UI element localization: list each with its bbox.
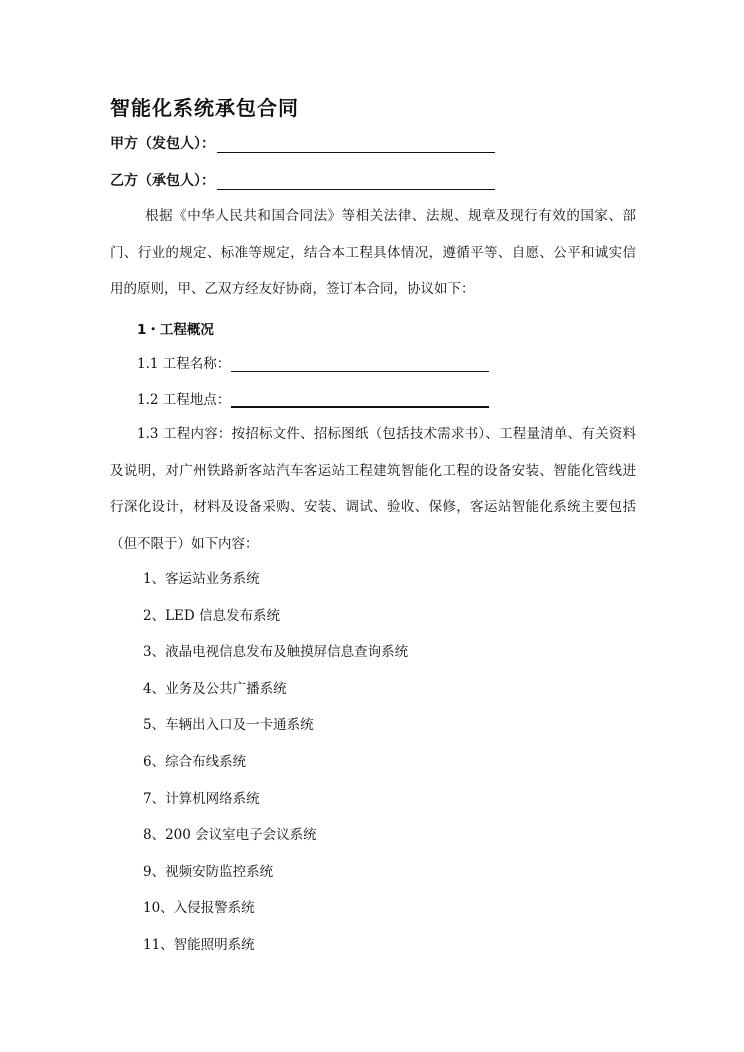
party-a-label: 甲方（发包人）：	[110, 136, 215, 152]
list-item: 8、200 会议室电子会议系统	[143, 827, 317, 844]
document-title: 智能化系统承包合同	[110, 96, 299, 120]
project-location-label: 1.2 工程地点：	[137, 392, 231, 408]
project-location-blank	[231, 392, 489, 408]
party-a-blank	[217, 138, 495, 153]
list-item: 4、业务及公共广播系统	[143, 680, 287, 697]
list-item: 10、入侵报警系统	[143, 900, 255, 917]
project-name-label: 1.1 工程名称：	[137, 356, 231, 372]
list-item: 6、综合布线系统	[143, 753, 247, 770]
project-name-blank	[231, 357, 489, 372]
system-list	[143, 568, 408, 971]
list-item: 7、计算机网络系统	[143, 790, 260, 807]
list-item: 5、车辆出入口及一卡通系统	[143, 717, 314, 734]
list-item: 11、智能照明系统	[143, 936, 255, 953]
party-b-row	[110, 170, 495, 190]
intro-paragraph: 根据《中华人民共和国合同法》等相关法律、法规、规章及现行有效的国家、部门、行业的规定、标准等规定，结合本工程具体情况，遵循平等、自愿、公平和诚实信用的原则，甲、乙双方经友好协商，签订本合同，协议如下：	[110, 208, 636, 297]
project-location-row	[137, 388, 489, 408]
list-item: 3、液晶电视信息发布及触摸屏信息查询系统	[143, 644, 409, 661]
list-item: 2、LED 信息发布系统	[143, 607, 281, 624]
section-1-heading: 1・工程概况	[137, 322, 214, 338]
list-item: 9、视频安防监控系统	[143, 863, 274, 880]
project-content-paragraph: 1.3 工程内容：按招标文件、招标图纸（包括技术需求书）、工程量清单、有关资料及说明，对广州铁路新客站汽车客运站工程建筑智能化工程的设备安装、智能化管线进行深化设计，材料及设备采购、安装、调试、验收、保修，客运站智能化系统主要包括（但不限于）如下内容：	[110, 426, 636, 552]
party-b-label: 乙方（承包人）：	[110, 173, 215, 189]
list-item: 1、客运站业务系统	[143, 571, 260, 587]
party-b-blank	[217, 175, 495, 190]
party-a-row	[110, 133, 495, 153]
project-name-row	[137, 352, 489, 372]
